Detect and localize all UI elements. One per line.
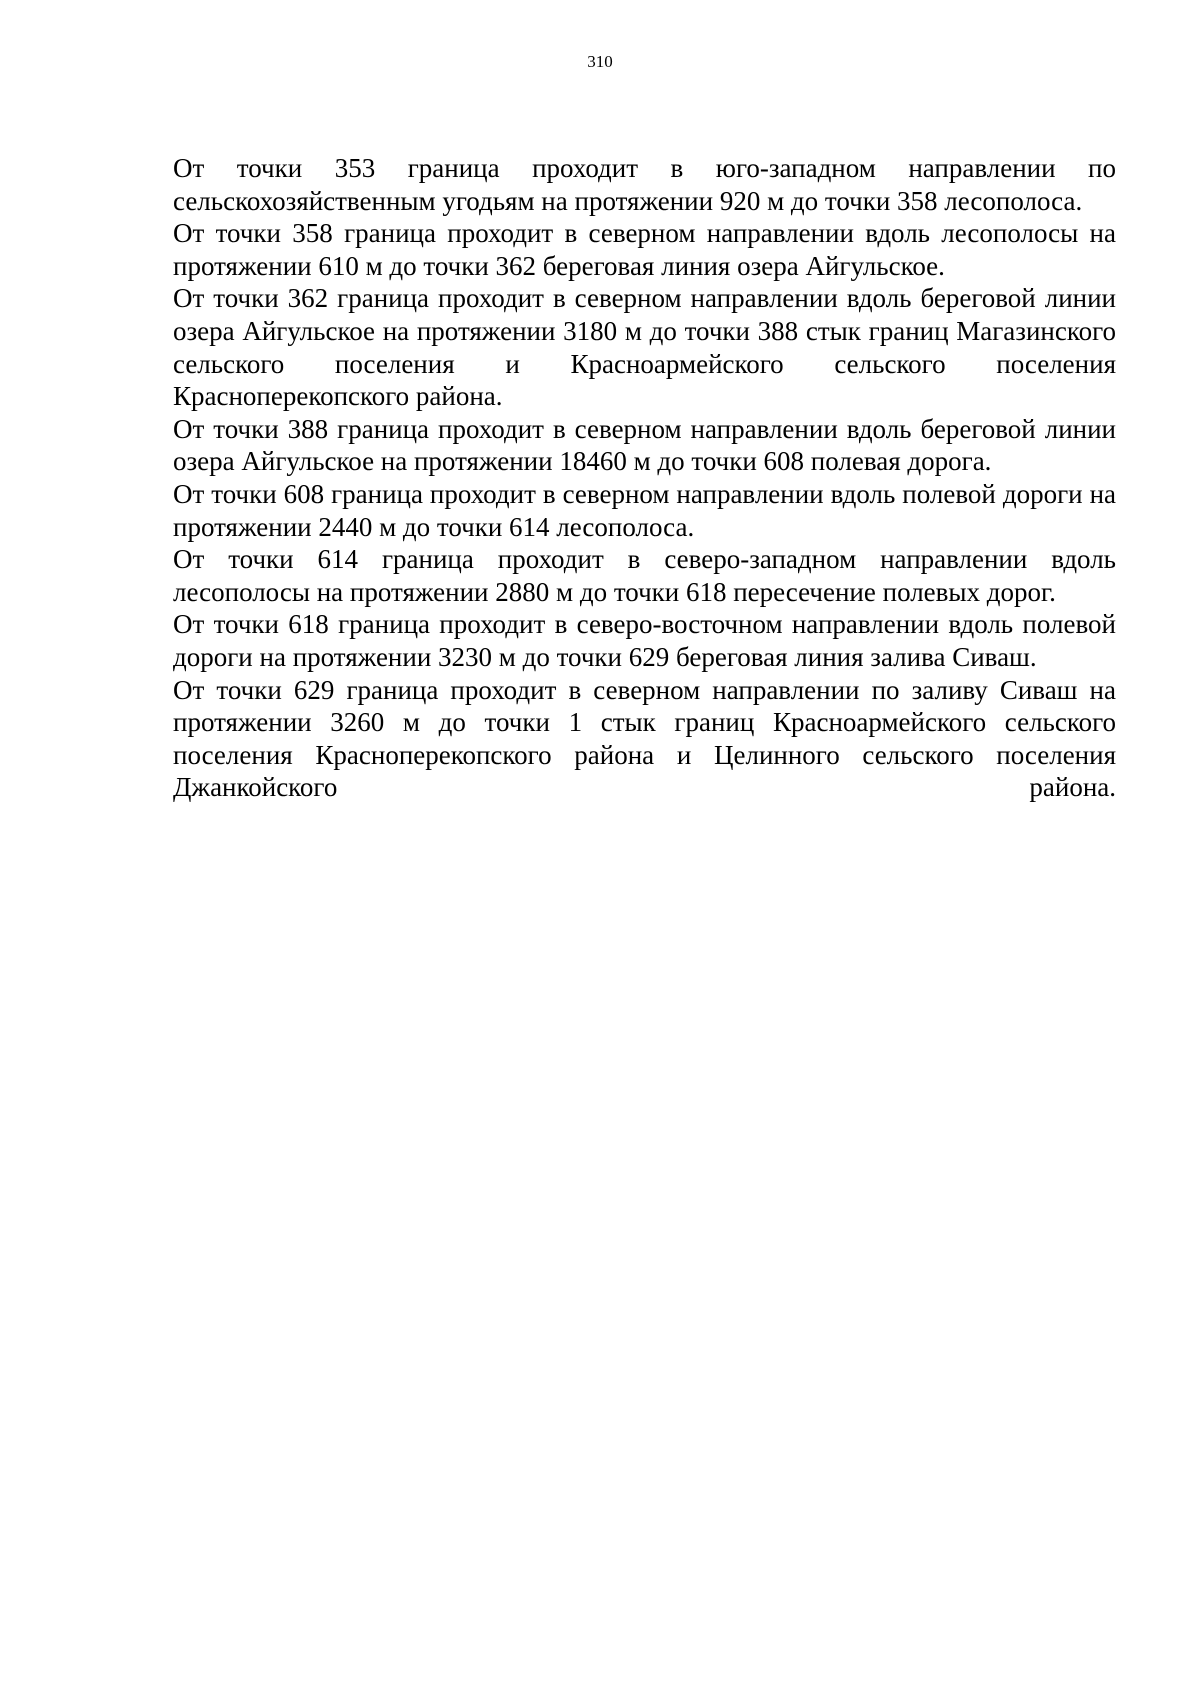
paragraph-point-614: От точки 614 граница проходит в северо-западном направлении вдоль лесополосы на протяжении 2880 м до точки 618 пересечение полевых дорог. (173, 544, 1116, 607)
paragraph-point-618: От точки 618 граница проходит в северо-восточном направлении вдоль полевой дороги на протяжении 3230 м до точки 629 береговая линия залива Сиваш. (173, 609, 1116, 672)
paragraph-point-362: От точки 362 граница проходит в северном направлении вдоль береговой линии озера Айгульское на протяжении 3180 м до точки 388 стык границ Магазинского сельского поселения и Красноармейского сельского поселения Красноперекопского района. (173, 283, 1116, 412)
document-body (173, 152, 1116, 804)
paragraph-point-353: От точки 353 граница проходит в юго-западном направлении по сельскохозяйственным угодьям на протяжении 920 м до точки 358 лесополоса. (173, 153, 1116, 216)
paragraph-point-629: От точки 629 граница проходит в северном направлении по заливу Сиваш на протяжении 3260 м до точки 1 стык границ Красноармейского сельского поселения Красноперекопского района и Целинного сельского поселения Джанкойского района. (173, 674, 1116, 803)
paragraph-point-358: От точки 358 граница проходит в северном направлении вдоль лесополосы на протяжении 610 м до точки 362 береговая линия озера Айгульское. (173, 218, 1116, 281)
paragraph-point-608: От точки 608 граница проходит в северном направлении вдоль полевой дороги на протяжении 2440 м до точки 614 лесополоса. (173, 478, 1116, 542)
page-number: 310 (587, 52, 613, 71)
paragraph-point-388: От точки 388 граница проходит в северном направлении вдоль береговой линии озера Айгульское на протяжении 18460 м до точки 608 полевая дорога. (173, 413, 1116, 477)
